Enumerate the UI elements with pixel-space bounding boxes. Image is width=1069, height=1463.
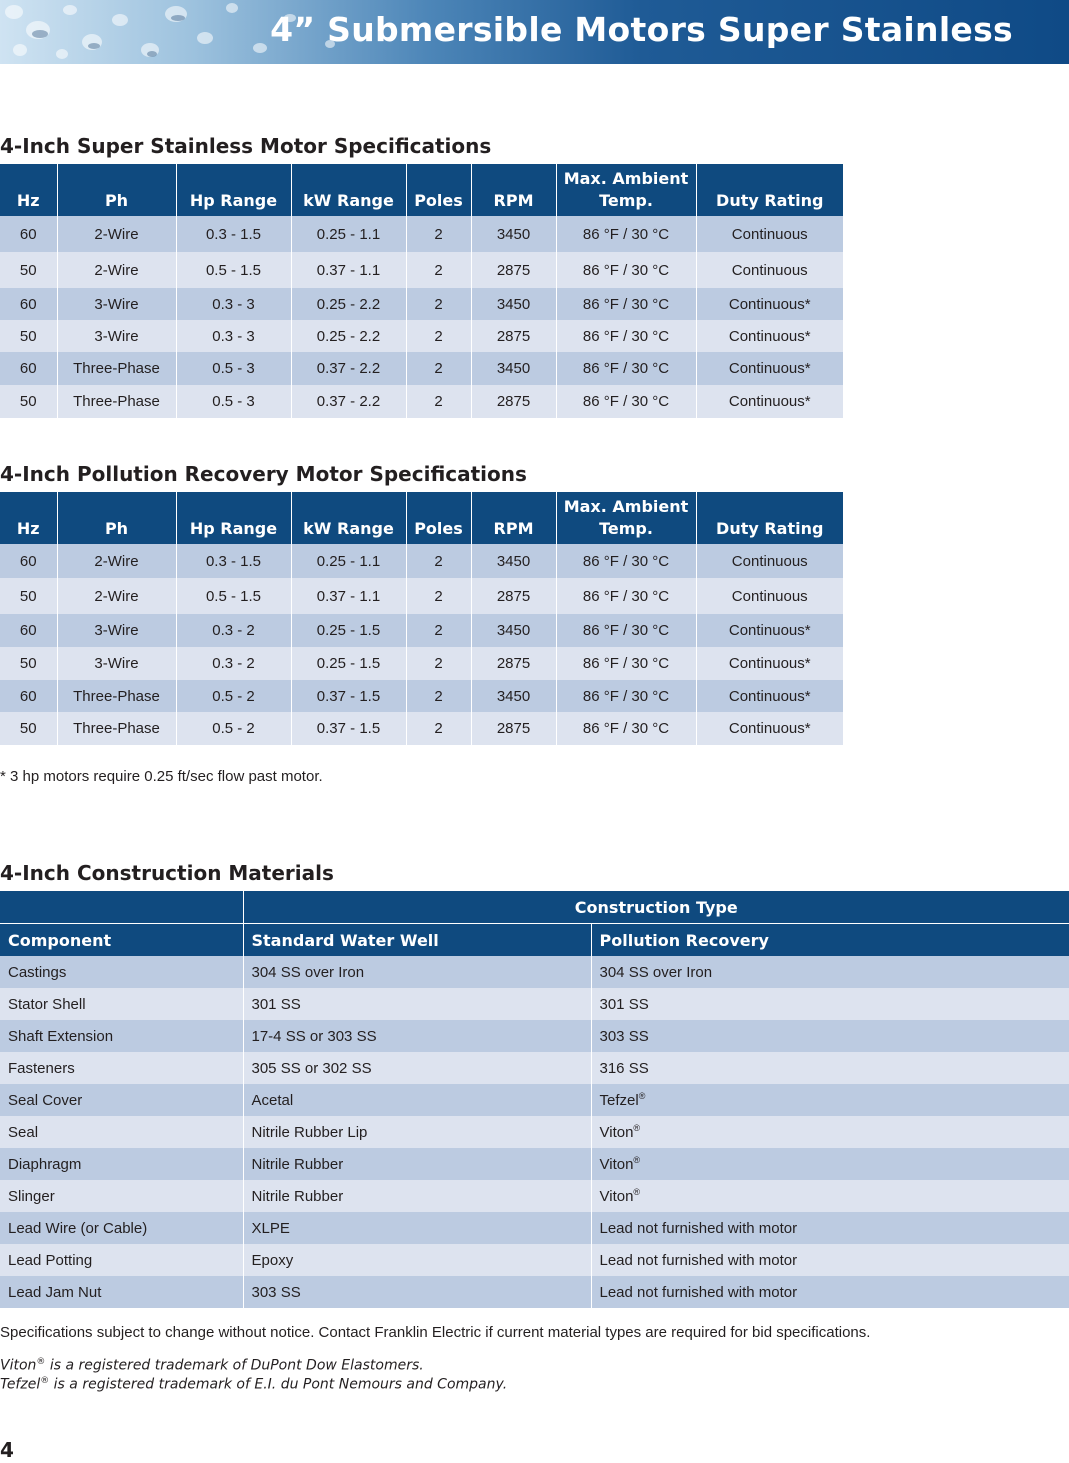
col-duty-rating: Duty Rating bbox=[696, 164, 843, 216]
col-hz: Hz bbox=[0, 492, 57, 544]
table-row bbox=[0, 614, 843, 647]
cell-duty-rating: Continuous* bbox=[696, 647, 843, 680]
col-kw-range: kW Range bbox=[291, 492, 406, 544]
col-hz: Hz bbox=[0, 164, 57, 216]
cell-hp-range: 0.5 - 1.5 bbox=[176, 252, 291, 288]
cell-poles: 2 bbox=[406, 544, 471, 578]
cell-rpm: 3450 bbox=[471, 288, 556, 320]
cell-pollution-recovery: Viton® bbox=[591, 1116, 1069, 1148]
cell-pollution-recovery: Lead not furnished with motor bbox=[591, 1244, 1069, 1276]
construction-materials-table bbox=[0, 891, 1069, 1308]
table-row bbox=[0, 578, 843, 614]
cell-standard-water-well: Epoxy bbox=[243, 1244, 591, 1276]
table-row bbox=[0, 1020, 1069, 1052]
table-row bbox=[0, 544, 843, 578]
cell-standard-water-well: 305 SS or 302 SS bbox=[243, 1052, 591, 1084]
cell-standard-water-well: Nitrile Rubber Lip bbox=[243, 1116, 591, 1148]
cell-ph: Three-Phase bbox=[57, 385, 176, 418]
cell-rpm: 3450 bbox=[471, 614, 556, 647]
flow-footnote: * 3 hp motors require 0.25 ft/sec flow past motor. bbox=[0, 768, 323, 785]
cell-duty-rating: Continuous* bbox=[696, 680, 843, 712]
cell-duty-rating: Continuous* bbox=[696, 385, 843, 418]
cell-poles: 2 bbox=[406, 614, 471, 647]
table-row bbox=[0, 385, 843, 418]
cell-poles: 2 bbox=[406, 647, 471, 680]
table-group-header-row bbox=[0, 891, 1069, 924]
cell-ph: 2-Wire bbox=[57, 578, 176, 614]
cell-duty-rating: Continuous bbox=[696, 252, 843, 288]
cell-rpm: 2875 bbox=[471, 252, 556, 288]
cell-hz: 60 bbox=[0, 216, 57, 252]
cell-hz: 60 bbox=[0, 544, 57, 578]
cell-kw-range: 0.37 - 2.2 bbox=[291, 385, 406, 418]
cell-ph: 3-Wire bbox=[57, 614, 176, 647]
cell-component: Stator Shell bbox=[0, 988, 243, 1020]
col-rpm: RPM bbox=[471, 164, 556, 216]
col-pollution-recovery: Pollution Recovery bbox=[591, 924, 1069, 957]
table-body bbox=[0, 216, 843, 418]
pollution-recovery-spec-table bbox=[0, 492, 843, 745]
col-component: Component bbox=[0, 924, 243, 957]
cell-max-ambient-temp: 86 °F / 30 °C bbox=[556, 680, 696, 712]
cell-rpm: 2875 bbox=[471, 578, 556, 614]
cell-hz: 50 bbox=[0, 647, 57, 680]
registered-mark: ® bbox=[633, 1187, 641, 1197]
cell-hz: 60 bbox=[0, 288, 57, 320]
cell-max-ambient-temp: 86 °F / 30 °C bbox=[556, 385, 696, 418]
table-row bbox=[0, 288, 843, 320]
cell-hp-range: 0.3 - 2 bbox=[176, 647, 291, 680]
cell-pollution-recovery: Viton® bbox=[591, 1180, 1069, 1212]
table-row bbox=[0, 352, 843, 385]
cell-pollution-recovery: Viton® bbox=[591, 1148, 1069, 1180]
page-number: 4 bbox=[0, 1438, 14, 1462]
cell-kw-range: 0.37 - 1.5 bbox=[291, 712, 406, 745]
construction-type-header: Construction Type bbox=[243, 891, 1069, 924]
cell-kw-range: 0.37 - 1.1 bbox=[291, 252, 406, 288]
cell-hp-range: 0.3 - 1.5 bbox=[176, 544, 291, 578]
cell-pollution-recovery: Lead not furnished with motor bbox=[591, 1276, 1069, 1308]
cell-poles: 2 bbox=[406, 288, 471, 320]
cell-standard-water-well: 301 SS bbox=[243, 988, 591, 1020]
col-ph: Ph bbox=[57, 164, 176, 216]
table-row bbox=[0, 680, 843, 712]
table-row bbox=[0, 956, 1069, 988]
cell-ph: Three-Phase bbox=[57, 352, 176, 385]
cell-component: Seal bbox=[0, 1116, 243, 1148]
cell-poles: 2 bbox=[406, 252, 471, 288]
cell-component: Castings bbox=[0, 956, 243, 988]
cell-max-ambient-temp: 86 °F / 30 °C bbox=[556, 252, 696, 288]
table-row bbox=[0, 1212, 1069, 1244]
cell-max-ambient-temp: 86 °F / 30 °C bbox=[556, 320, 696, 352]
cell-duty-rating: Continuous bbox=[696, 578, 843, 614]
col-kw-range: kW Range bbox=[291, 164, 406, 216]
cell-kw-range: 0.37 - 1.1 bbox=[291, 578, 406, 614]
cell-component: Lead Jam Nut bbox=[0, 1276, 243, 1308]
cell-hz: 60 bbox=[0, 614, 57, 647]
tefzel-trademark-note: Tefzel® is a registered trademark of E.I. du Pont Nemours and Company. bbox=[0, 1376, 508, 1393]
cell-max-ambient-temp: 86 °F / 30 °C bbox=[556, 216, 696, 252]
cell-ph: 2-Wire bbox=[57, 216, 176, 252]
cell-duty-rating: Continuous* bbox=[696, 614, 843, 647]
col-max-ambient-temp: Max. Ambient Temp. bbox=[556, 492, 696, 544]
cell-ph: Three-Phase bbox=[57, 712, 176, 745]
table-row bbox=[0, 1052, 1069, 1084]
cell-rpm: 2875 bbox=[471, 647, 556, 680]
table-row bbox=[0, 1084, 1069, 1116]
col-ph: Ph bbox=[57, 492, 176, 544]
cell-standard-water-well: 304 SS over Iron bbox=[243, 956, 591, 988]
cell-rpm: 2875 bbox=[471, 385, 556, 418]
cell-pollution-recovery: 316 SS bbox=[591, 1052, 1069, 1084]
cell-pollution-recovery: 301 SS bbox=[591, 988, 1069, 1020]
col-poles: Poles bbox=[406, 164, 471, 216]
empty-header-cell bbox=[0, 891, 243, 924]
cell-hp-range: 0.3 - 3 bbox=[176, 320, 291, 352]
cell-ph: 3-Wire bbox=[57, 320, 176, 352]
col-poles: Poles bbox=[406, 492, 471, 544]
cell-hp-range: 0.5 - 2 bbox=[176, 680, 291, 712]
cell-component: Fasteners bbox=[0, 1052, 243, 1084]
cell-standard-water-well: Nitrile Rubber bbox=[243, 1180, 591, 1212]
pollution-recovery-title: 4-Inch Pollution Recovery Motor Specifications bbox=[0, 462, 527, 486]
cell-kw-range: 0.25 - 2.2 bbox=[291, 320, 406, 352]
table-body bbox=[0, 544, 843, 745]
cell-hz: 50 bbox=[0, 320, 57, 352]
cell-kw-range: 0.25 - 1.1 bbox=[291, 216, 406, 252]
cell-max-ambient-temp: 86 °F / 30 °C bbox=[556, 578, 696, 614]
cell-rpm: 2875 bbox=[471, 712, 556, 745]
cell-poles: 2 bbox=[406, 216, 471, 252]
table-row bbox=[0, 1180, 1069, 1212]
cell-hz: 60 bbox=[0, 352, 57, 385]
table-header-row bbox=[0, 164, 843, 216]
viton-trademark-note: Viton® is a registered trademark of DuPont Dow Elastomers. bbox=[0, 1357, 424, 1374]
cell-ph: 2-Wire bbox=[57, 544, 176, 578]
table-row bbox=[0, 1148, 1069, 1180]
cell-rpm: 2875 bbox=[471, 320, 556, 352]
cell-hz: 50 bbox=[0, 712, 57, 745]
cell-component: Lead Potting bbox=[0, 1244, 243, 1276]
cell-rpm: 3450 bbox=[471, 352, 556, 385]
table-row bbox=[0, 216, 843, 252]
table-header-row bbox=[0, 924, 1069, 957]
cell-kw-range: 0.25 - 2.2 bbox=[291, 288, 406, 320]
cell-max-ambient-temp: 86 °F / 30 °C bbox=[556, 647, 696, 680]
cell-poles: 2 bbox=[406, 320, 471, 352]
cell-standard-water-well: 17-4 SS or 303 SS bbox=[243, 1020, 591, 1052]
cell-hp-range: 0.3 - 3 bbox=[176, 288, 291, 320]
construction-materials-title: 4-Inch Construction Materials bbox=[0, 861, 334, 885]
cell-standard-water-well: Acetal bbox=[243, 1084, 591, 1116]
cell-kw-range: 0.37 - 1.5 bbox=[291, 680, 406, 712]
cell-component: Seal Cover bbox=[0, 1084, 243, 1116]
table-header-row bbox=[0, 492, 843, 544]
cell-hz: 50 bbox=[0, 252, 57, 288]
cell-kw-range: 0.37 - 2.2 bbox=[291, 352, 406, 385]
cell-pollution-recovery: Lead not furnished with motor bbox=[591, 1212, 1069, 1244]
col-duty-rating: Duty Rating bbox=[696, 492, 843, 544]
cell-ph: 3-Wire bbox=[57, 647, 176, 680]
registered-mark: ® bbox=[633, 1123, 641, 1133]
cell-poles: 2 bbox=[406, 352, 471, 385]
cell-hz: 60 bbox=[0, 680, 57, 712]
registered-mark: ® bbox=[638, 1091, 646, 1101]
cell-duty-rating: Continuous* bbox=[696, 320, 843, 352]
cell-ph: 2-Wire bbox=[57, 252, 176, 288]
cell-hp-range: 0.5 - 3 bbox=[176, 385, 291, 418]
table-row bbox=[0, 1244, 1069, 1276]
cell-duty-rating: Continuous* bbox=[696, 288, 843, 320]
col-max-ambient-temp: Max. Ambient Temp. bbox=[556, 164, 696, 216]
col-rpm: RPM bbox=[471, 492, 556, 544]
cell-component: Diaphragm bbox=[0, 1148, 243, 1180]
cell-hp-range: 0.5 - 3 bbox=[176, 352, 291, 385]
cell-max-ambient-temp: 86 °F / 30 °C bbox=[556, 352, 696, 385]
header-banner bbox=[0, 0, 1069, 64]
col-standard-water-well: Standard Water Well bbox=[243, 924, 591, 957]
cell-hz: 50 bbox=[0, 578, 57, 614]
cell-standard-water-well: 303 SS bbox=[243, 1276, 591, 1308]
cell-poles: 2 bbox=[406, 578, 471, 614]
cell-pollution-recovery: Tefzel® bbox=[591, 1084, 1069, 1116]
cell-kw-range: 0.25 - 1.5 bbox=[291, 614, 406, 647]
table-row bbox=[0, 320, 843, 352]
table-row bbox=[0, 712, 843, 745]
cell-hz: 50 bbox=[0, 385, 57, 418]
col-hp-range: Hp Range bbox=[176, 164, 291, 216]
cell-duty-rating: Continuous* bbox=[696, 352, 843, 385]
cell-hp-range: 0.5 - 1.5 bbox=[176, 578, 291, 614]
cell-max-ambient-temp: 86 °F / 30 °C bbox=[556, 288, 696, 320]
cell-rpm: 3450 bbox=[471, 544, 556, 578]
cell-duty-rating: Continuous bbox=[696, 544, 843, 578]
table-row bbox=[0, 252, 843, 288]
cell-duty-rating: Continuous* bbox=[696, 712, 843, 745]
page-title: 4” Submersible Motors Super Stainless bbox=[270, 10, 1013, 49]
cell-standard-water-well: XLPE bbox=[243, 1212, 591, 1244]
super-stainless-title: 4-Inch Super Stainless Motor Specifications bbox=[0, 134, 492, 158]
cell-ph: 3-Wire bbox=[57, 288, 176, 320]
super-stainless-spec-table bbox=[0, 164, 843, 418]
registered-mark: ® bbox=[633, 1155, 641, 1165]
table-row bbox=[0, 988, 1069, 1020]
cell-rpm: 3450 bbox=[471, 680, 556, 712]
cell-poles: 2 bbox=[406, 712, 471, 745]
table-row bbox=[0, 1276, 1069, 1308]
cell-component: Shaft Extension bbox=[0, 1020, 243, 1052]
cell-hp-range: 0.3 - 1.5 bbox=[176, 216, 291, 252]
cell-pollution-recovery: 304 SS over Iron bbox=[591, 956, 1069, 988]
table-row bbox=[0, 647, 843, 680]
cell-hp-range: 0.3 - 2 bbox=[176, 614, 291, 647]
cell-poles: 2 bbox=[406, 385, 471, 418]
cell-pollution-recovery: 303 SS bbox=[591, 1020, 1069, 1052]
table-body bbox=[0, 956, 1069, 1308]
cell-component: Lead Wire (or Cable) bbox=[0, 1212, 243, 1244]
col-hp-range: Hp Range bbox=[176, 492, 291, 544]
cell-max-ambient-temp: 86 °F / 30 °C bbox=[556, 544, 696, 578]
table-row bbox=[0, 1116, 1069, 1148]
cell-hp-range: 0.5 - 2 bbox=[176, 712, 291, 745]
cell-poles: 2 bbox=[406, 680, 471, 712]
cell-ph: Three-Phase bbox=[57, 680, 176, 712]
cell-standard-water-well: Nitrile Rubber bbox=[243, 1148, 591, 1180]
cell-kw-range: 0.25 - 1.5 bbox=[291, 647, 406, 680]
cell-kw-range: 0.25 - 1.1 bbox=[291, 544, 406, 578]
cell-rpm: 3450 bbox=[471, 216, 556, 252]
cell-max-ambient-temp: 86 °F / 30 °C bbox=[556, 712, 696, 745]
specifications-notice: Specifications subject to change without notice. Contact Franklin Electric if current material types are required for bid specifications. bbox=[0, 1324, 871, 1341]
cell-component: Slinger bbox=[0, 1180, 243, 1212]
cell-max-ambient-temp: 86 °F / 30 °C bbox=[556, 614, 696, 647]
cell-duty-rating: Continuous bbox=[696, 216, 843, 252]
